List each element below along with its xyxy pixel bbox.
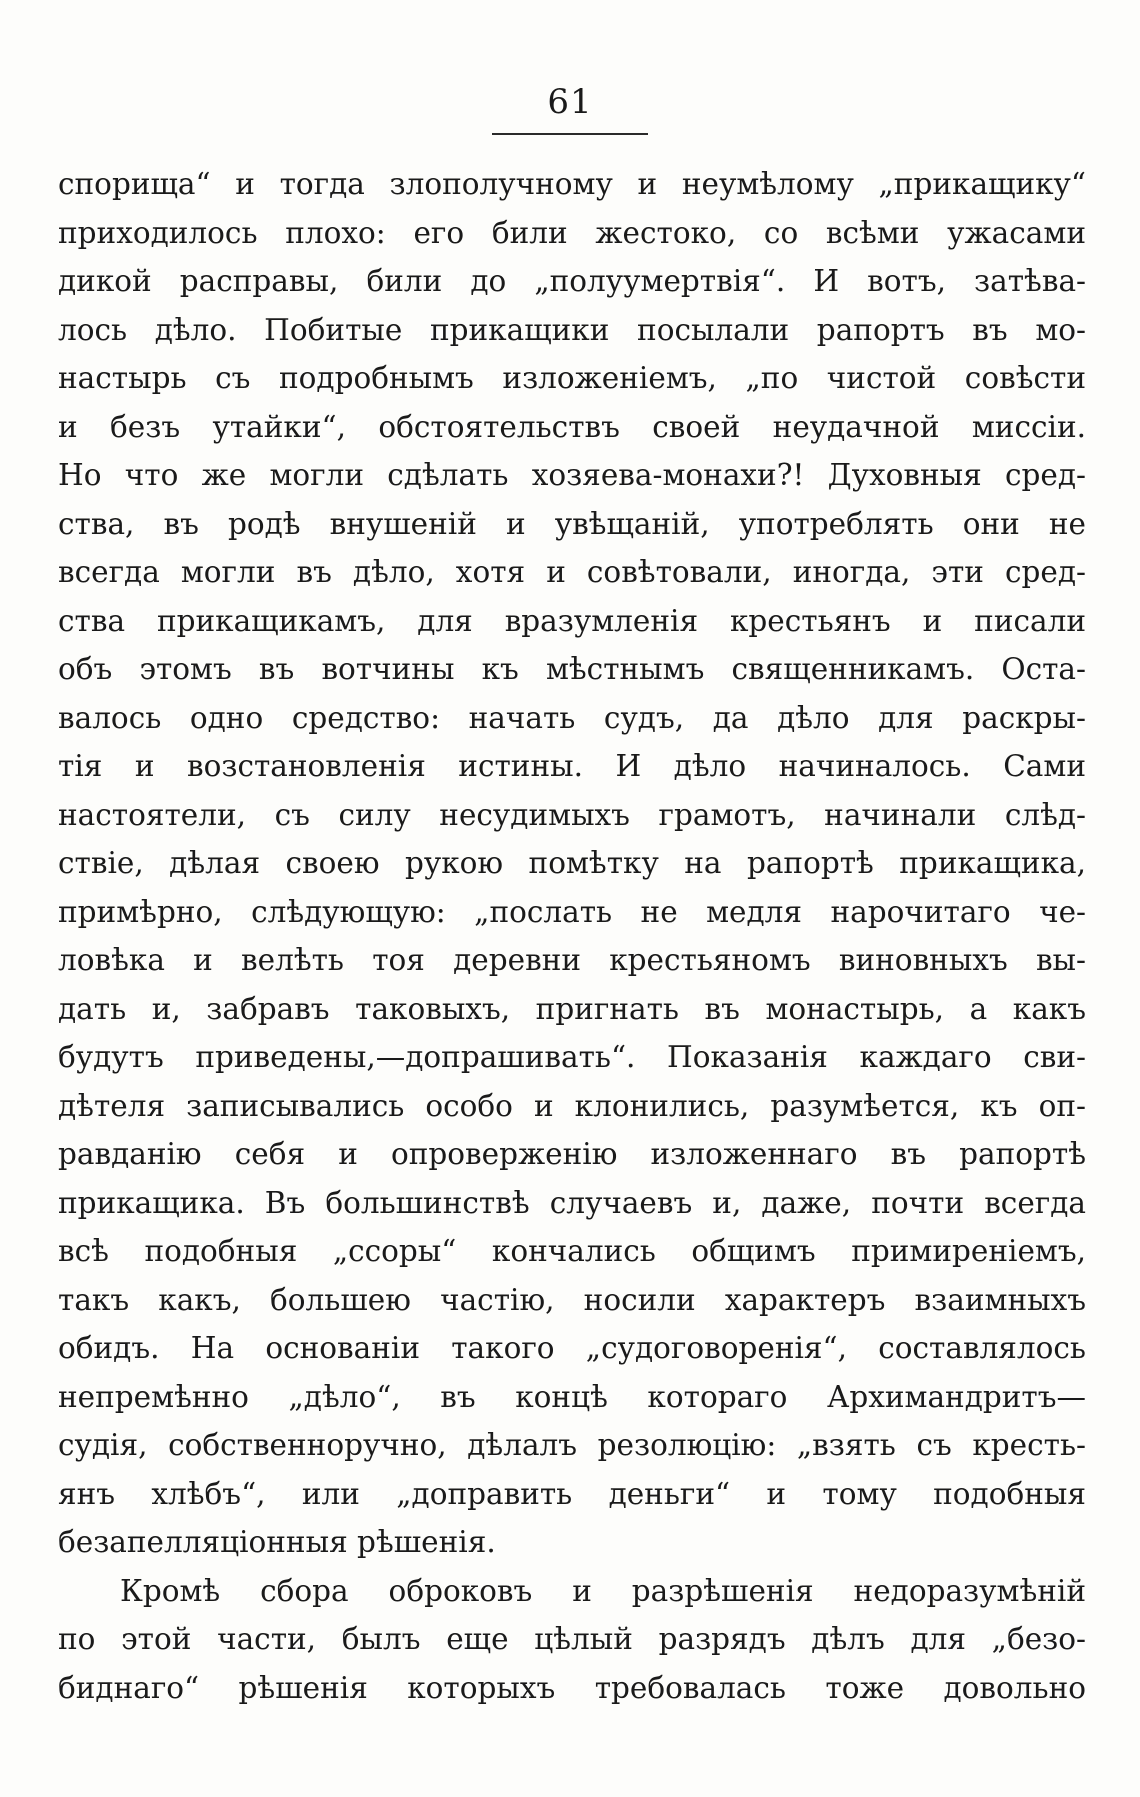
page-number-rule xyxy=(492,133,648,135)
text-line: спорища“ и тогда злополучному и неумѣлому „прикащику“ xyxy=(58,167,1086,201)
text-line: прикащика. Въ большинствѣ случаевъ и, даже, почти всегда xyxy=(58,1185,1086,1220)
text-line: ства прикащикамъ, для вразумленія крестьянъ и писали xyxy=(58,603,1086,638)
text-line: дѣтеля записывались особо и клонились, разумѣется, къ оп- xyxy=(58,1088,1086,1123)
text-line: равданію себя и опроверженію изложеннаго въ рапортѣ xyxy=(58,1137,1086,1171)
text-line: янъ хлѣбъ“, или „доправить деньги“ и тому подобныя xyxy=(58,1476,1086,1511)
body-text xyxy=(58,160,1086,1712)
text-line: примѣрно, слѣдующую: „послать не медля нарочитаго че- xyxy=(58,894,1086,929)
text-line: валось одно средство: начать судъ, да дѣло для раскры- xyxy=(58,700,1086,735)
text-line: ловѣка и велѣть тоя деревни крестьяномъ виновныхъ вы- xyxy=(58,943,1086,977)
text-line: ствіе, дѣлая своею рукою помѣтку на рапортѣ прикащика, xyxy=(58,846,1086,880)
page-number: 61 xyxy=(547,82,593,122)
text-line: биднаго“ рѣшенія которыхъ требовалась тоже довольно xyxy=(58,1670,1086,1705)
text-line: и безъ утайки“, обстоятельствъ своей неудачной миссіи. xyxy=(58,409,1086,444)
text-line: по этой части, былъ еще цѣлый разрядъ дѣлъ для „безо- xyxy=(58,1622,1086,1656)
text-line: тія и возстановленія истины. И дѣло начиналось. Сами xyxy=(58,749,1086,783)
text-line: ства, въ родѣ внушеній и увѣщаній, употреблять они не xyxy=(58,506,1086,541)
text-line: судія, собственноручно, дѣлалъ резолюцію: „взять съ кресть- xyxy=(58,1428,1086,1462)
text-line: непремѣнно „дѣло“, въ концѣ котораго Архимандритъ— xyxy=(58,1379,1086,1414)
text-line: обидъ. На основаніи такого „судоговоренія“, составлялось xyxy=(58,1331,1086,1365)
text-line: настырь съ подробнымъ изложеніемъ, „по чистой совѣсти xyxy=(58,361,1086,395)
text-line: всегда могли въ дѣло, хотя и совѣтовали, иногда, эти сред- xyxy=(58,555,1086,589)
text-line: такъ какъ, большею частію, носили характеръ взаимныхъ xyxy=(58,1282,1086,1317)
text-line: объ этомъ въ вотчины къ мѣстнымъ священникамъ. Оста- xyxy=(58,652,1086,686)
text-line: всѣ подобныя „ссоры“ кончались общимъ примиреніемъ, xyxy=(58,1234,1086,1268)
paragraph-end-line: безапелляціонныя рѣшенія. xyxy=(58,1525,496,1559)
text-line: Но что же могли сдѣлать хозяева-монахи?! Духовныя сред- xyxy=(58,458,1086,492)
text-line: настоятели, съ силу несудимыхъ грамотъ, начинали слѣд- xyxy=(58,797,1086,832)
text-line: дать и, забравъ таковыхъ, пригнать въ монастырь, а какъ xyxy=(58,991,1086,1026)
text-line: лось дѣло. Побитые прикащики посылали рапортъ въ мо- xyxy=(58,312,1086,347)
paragraph-start-line: Кромѣ сбора оброковъ и разрѣшенія недоразумѣній xyxy=(120,1573,1086,1608)
text-line: будутъ приведены,—допрашивать“. Показанія каждаго сви- xyxy=(58,1040,1086,1074)
text-line: дикой расправы, били до „полуумертвія“. И вотъ, затѣва- xyxy=(58,264,1086,298)
text-line: приходилось плохо: его били жестоко, со всѣми ужасами xyxy=(58,215,1086,250)
